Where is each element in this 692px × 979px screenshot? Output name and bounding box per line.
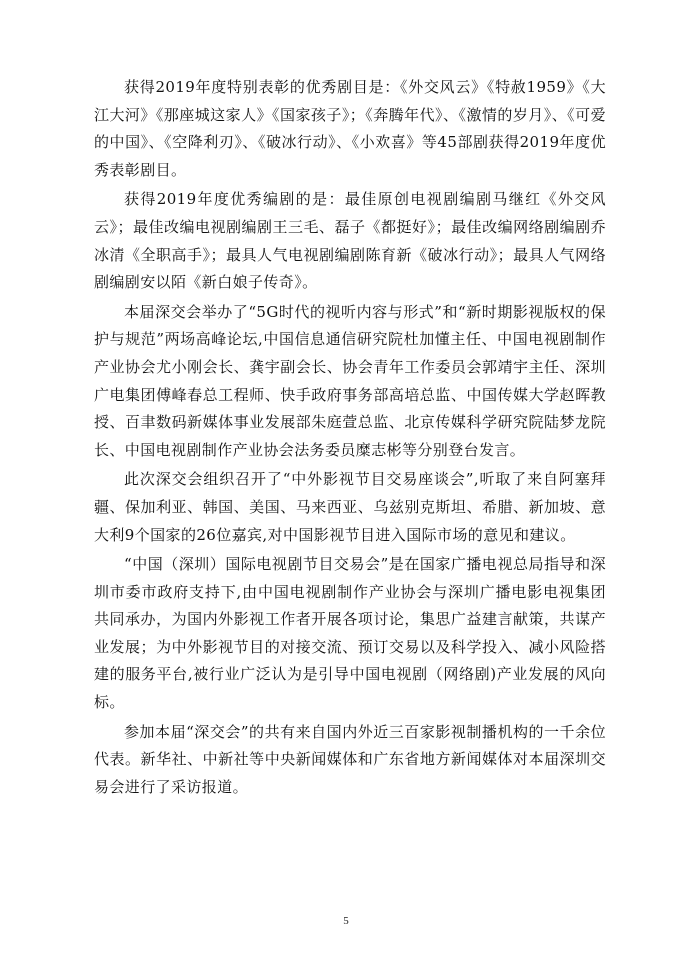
paragraph-best-screenwriters: 获得2019年度优秀编剧的是：最佳原创电视剧编剧马继红《外交风云》；最佳改编电视剧编剧王三毛、磊子《都挺好》；最佳改编网络剧编剧乔冰清《全职高手》；最具人气电视剧编剧陈育新《破冰行动》；最具人气网络剧编剧安以陌《新白娘子传奇》。 [94, 190, 606, 292]
page-number: 5 [343, 915, 349, 927]
paragraph-expo-introduction: “中国（深圳）国际电视剧节目交易会”是在国家广播电视总局指导和深圳市委市政府支持下,由中国电视剧制作产业协会与深圳广播电影电视集团共同承办，为国内外影视工作者开展各项讨论，集思广益建言献策，共谋产业发展；为中外影视节目的对接交流、预订交易以及科学投入、减小风险搭建的服务平台,被行业广泛认为是引导中国电视剧（网络剧)产业发展的风向标。 [94, 555, 606, 712]
paragraph-summit-forums: 本届深交会举办了“5G时代的视听内容与形式”和“新时期影视版权的保护与规范”两场高峰论坛,中国信息通信研究院杜加懂主任、中国电视剧制作产业协会尤小刚会长、龚宇副会长、协会青年工作委员会郭靖宇主任、深圳广电集团傅峰春总工程师、快手政府事务部高培总监、中国传媒大学赵晖教授、百聿数码新媒体事业发展部朱庭萱总监、北京传媒科学研究院陆梦龙院长、中国电视剧制作产业协会法务委员糜志彬等分别登台发言。 [94, 302, 606, 459]
paragraph-international-symposium: 此次深交会组织召开了“中外影视节目交易座谈会”,听取了来自阿塞拜疆、保加利亚、韩国、美国、马来西亚、乌兹别克斯坦、希腊、新加坡、意大利9个国家的26位嘉宾,对中国影视节目进入国际市场的意见和建议。 [94, 470, 606, 544]
paragraph-special-awards: 获得2019年度特别表彰的优秀剧目是：《外交风云》《特赦1959》《大江大河》《那座城这家人》《国家孩子》；《奔腾年代》、《激情的岁月》、《可爱的中国》、《空降利刃》、《破冰行动》、《小欢喜》等45部剧获得2019年度优秀表彰剧目。 [94, 78, 606, 179]
paragraph-attendance-coverage: 参加本届“深交会”的共有来自国内外近三百家影视制播机构的一千余位代表。新华社、中新社等中央新闻媒体和广东省地方新闻媒体对本届深圳交易会进行了采访报道。 [94, 722, 606, 796]
document-body [94, 74, 606, 803]
